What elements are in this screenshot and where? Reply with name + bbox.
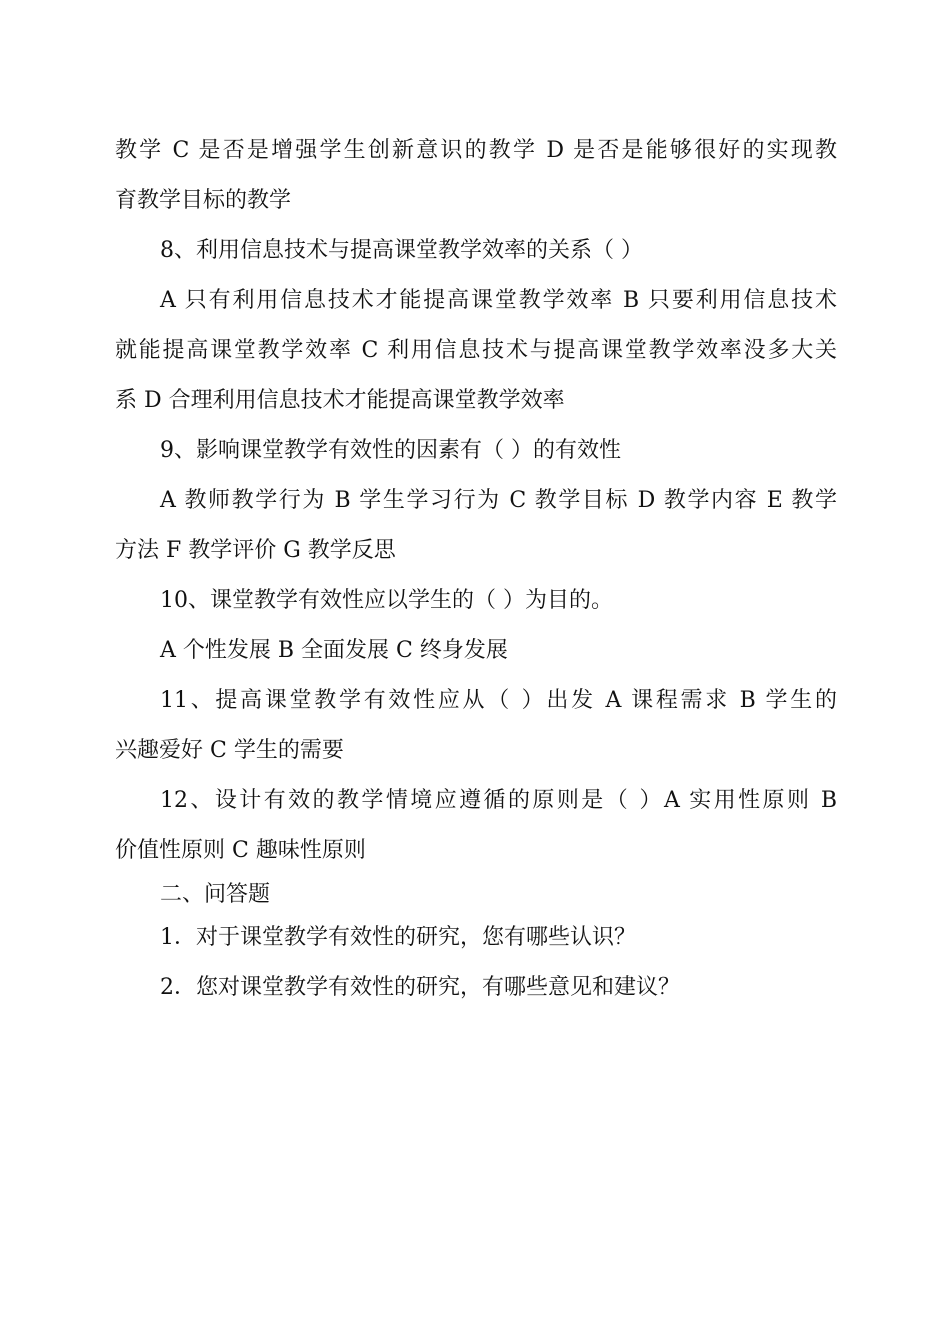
q11-question-line-1: 11、提高课堂教学有效性应从（ ）出发 A 课程需求 B 学生的 [160,688,837,713]
q10-options: A 个性发展 B 全面发展 C 终身发展 [160,638,508,663]
q12-question-line-1: 12、设计有效的教学情境应遵循的原则是（ ）A 实用性原则 B [160,788,837,813]
q8-options-line-1: A 只有利用信息技术才能提高课堂教学效率 B 只要利用信息技术 [160,288,837,313]
document-body [115,126,837,1013]
q8-question: 8、利用信息技术与提高课堂教学效率的关系（ ） [160,238,643,263]
qa-question-1: 1．对于课堂教学有效性的研究，您有哪些认识？ [160,925,636,950]
q9-options-line-2: 方法 F 教学评价 G 教学反思 [115,538,396,563]
q9-question: 9、影响课堂教学有效性的因素有（ ）的有效性 [160,438,621,463]
q7-options-line-1: 教学 C 是否是增强学生创新意识的教学 D 是否是能够很好的实现教 [115,138,837,163]
q11-question-line-2: 兴趣爱好 C 学生的需要 [115,738,344,763]
qa-question-2: 2．您对课堂教学有效性的研究，有哪些意见和建议？ [160,975,680,1000]
q8-options-line-2: 就能提高课堂教学效率 C 利用信息技术与提高课堂教学效率没多大关 [115,338,837,363]
q12-question-line-2: 价值性原则 C 趣味性原则 [115,838,366,863]
q10-question: 10、课堂教学有效性应以学生的（ ）为目的。 [160,588,613,613]
q8-options-line-3: 系 D 合理利用信息技术才能提高课堂教学效率 [115,388,565,413]
q9-options-line-1: A 教师教学行为 B 学生学习行为 C 教学目标 D 教学内容 E 教学 [160,488,837,513]
q7-options-line-2: 育教学目标的教学 [115,188,292,213]
section-heading-qa: 二、问答题 [160,882,271,907]
